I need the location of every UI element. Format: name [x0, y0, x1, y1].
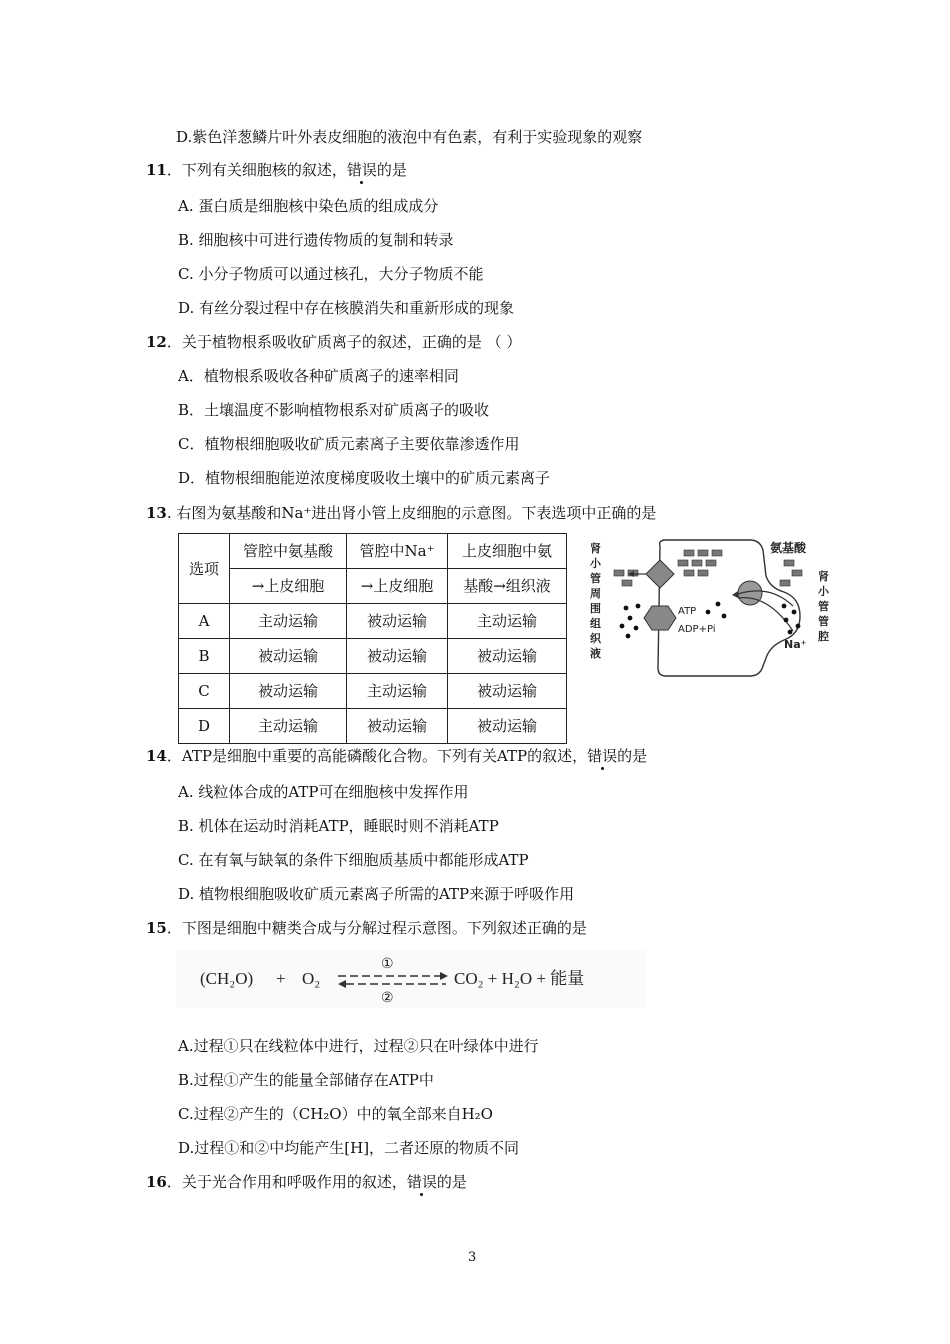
question-16-stem — [146, 1172, 467, 1192]
table-header-cell: →上皮细胞 — [230, 569, 347, 604]
table-row — [179, 709, 567, 744]
carrier-protein-diamond — [646, 560, 674, 588]
kidney-tubule-cell-diagram — [588, 536, 838, 686]
equation-reactant-o2: O₂ — [302, 969, 321, 988]
emphasis-text: 错误 — [346, 161, 377, 179]
table-row — [179, 639, 567, 674]
diagram-right-label-char: 小 — [818, 585, 829, 598]
question-15-option-d: D.过程①和②中均能产生[H]，二者还原的物质不同 — [178, 1139, 520, 1157]
table-cell: 被动运输 — [448, 674, 567, 709]
diagram-left-label-char: 围 — [590, 602, 601, 615]
equation-plus: + — [276, 969, 286, 988]
table-cell: A — [179, 604, 230, 639]
stem-text: . 右图为氨基酸和Na⁺进出肾小管上皮细胞的示意图。下表选项中正确的是 — [166, 504, 657, 522]
diagram-left-label-char: 液 — [590, 647, 601, 660]
question-12-option-c: C．植物根细胞吸收矿质元素离子主要依靠渗透作用 — [178, 435, 520, 453]
question-12-option-a: A．植物根系吸收各种矿质离子的速率相同 — [178, 367, 459, 385]
diagram-right-label-char: 管 — [818, 600, 829, 613]
question-number: 14 — [146, 747, 167, 765]
amino-acid-label: 氨基酸 — [770, 541, 807, 555]
question-12-stem — [146, 332, 521, 352]
diagram-left-label-char: 小 — [590, 557, 601, 570]
emphasis-text: 错误 — [406, 1173, 437, 1191]
question-13-stem — [146, 503, 656, 523]
question-13-table — [178, 533, 567, 744]
diagram-left-label-char: 织 — [590, 632, 601, 645]
question-14-option-a: A. 线粒体合成的ATP可在细胞核中发挥作用 — [178, 783, 469, 801]
table-cell: 被动运输 — [448, 709, 567, 744]
table-header-cell: →上皮细胞 — [347, 569, 448, 604]
question-14-option-b: B. 机体在运动时消耗ATP，睡眠时则不消耗ATP — [178, 817, 499, 835]
sugar-synthesis-decomposition-equation — [176, 950, 646, 1008]
question-11-stem — [146, 160, 407, 180]
question-15-option-b: B.过程①产生的能量全部储存在ATP中 — [178, 1071, 434, 1089]
table-cell: 主动运输 — [230, 604, 347, 639]
equation-step-2: ② — [381, 991, 394, 1006]
question-12-option-b: B．土壤温度不影响植物根系对矿质离子的吸收 — [178, 401, 490, 419]
table-header-row — [179, 534, 567, 569]
table-header-option: 选项 — [179, 534, 230, 604]
question-number: 16 — [146, 1173, 167, 1191]
table-cell: 主动运输 — [448, 604, 567, 639]
table-header-cell: 管腔中Na⁺ — [347, 534, 448, 569]
question-15-option-a: A.过程①只在线粒体中进行，过程②只在叶绿体中进行 — [178, 1037, 539, 1055]
stem-text: ．关于光合作用和呼吸作用的叙述， — [166, 1173, 407, 1191]
question-14-option-d: D. 植物根细胞吸收矿质元素离子所需的ATP来源于呼吸作用 — [178, 885, 575, 903]
atp-label: ATP — [678, 606, 697, 617]
table-cell: 主动运输 — [347, 674, 448, 709]
table-cell: 被动运输 — [448, 639, 567, 674]
adp-label: ADP+Pi — [678, 624, 716, 635]
table-row — [179, 604, 567, 639]
diagram-right-label-char: 管 — [818, 615, 829, 628]
table-header-row — [179, 569, 567, 604]
question-12-option-d: D．植物根细胞能逆浓度梯度吸收土壤中的矿质元素离子 — [178, 469, 551, 487]
question-14-option-c: C. 在有氧与缺氧的条件下细胞质基质中都能形成ATP — [178, 851, 529, 869]
table-header-cell: 基酸→组织液 — [448, 569, 567, 604]
stem-text: ．ATP是细胞中重要的高能磷酸化合物。下列有关ATP的叙述， — [166, 747, 588, 765]
stem-text: ．关于植物根系吸收矿质离子的叙述，正确的是 （ ） — [166, 333, 522, 351]
diagram-left-label-char: 组 — [590, 617, 601, 630]
table-cell: 被动运输 — [347, 709, 448, 744]
stem-text: ．下图是细胞中糖类合成与分解过程示意图。下列叙述正确的是 — [166, 919, 587, 937]
question-11-option-c: C. 小分子物质可以通过核孔，大分子物质不能 — [178, 265, 484, 283]
table-cell: D — [179, 709, 230, 744]
atp-pump-hexagon — [644, 606, 676, 630]
question-15-option-c: C.过程②产生的（CH₂O）中的氧全部来自H₂O — [178, 1105, 493, 1123]
equation-reactant-ch2o: (CH₂O) — [200, 969, 254, 988]
arrow-head — [732, 591, 738, 598]
option-d-prev-question: D.紫色洋葱鳞片叶外表皮细胞的液泡中有色素，有利于实验现象的观察 — [176, 128, 643, 146]
na-label: Na⁺ — [784, 638, 807, 651]
table-cell: C — [179, 674, 230, 709]
table-header-cell: 管腔中氨基酸 — [230, 534, 347, 569]
emphasis-text: 错误 — [587, 747, 618, 765]
table-cell: 主动运输 — [230, 709, 347, 744]
equation-step-1: ① — [381, 957, 394, 972]
question-number: 15 — [146, 919, 167, 937]
diagram-left-label-char: 肾 — [590, 542, 601, 555]
diagram-left-label-char: 管 — [590, 572, 601, 585]
question-14-stem — [146, 746, 647, 766]
diagram-right-label-char: 肾 — [818, 570, 829, 583]
question-number: 13 — [146, 504, 167, 522]
stem-text-end: 的是 — [376, 161, 407, 179]
question-11-option-b: B. 细胞核中可进行遗传物质的复制和转录 — [178, 231, 454, 249]
diagram-right-label-char: 腔 — [818, 630, 829, 643]
table-cell: 被动运输 — [347, 639, 448, 674]
page-number: 3 — [468, 1250, 477, 1265]
question-number: 12 — [146, 333, 167, 351]
diagram-left-label-char: 周 — [590, 587, 601, 600]
question-15-stem — [146, 918, 587, 938]
stem-text-end: 的是 — [436, 1173, 467, 1191]
stem-text-end: 的是 — [617, 747, 648, 765]
table-cell: 被动运输 — [230, 639, 347, 674]
table-header-cell: 上皮细胞中氨 — [448, 534, 567, 569]
table-cell: 被动运输 — [347, 604, 448, 639]
table-cell: B — [179, 639, 230, 674]
question-11-option-d: D. 有丝分裂过程中存在核膜消失和重新形成的现象 — [178, 299, 515, 317]
table-row — [179, 674, 567, 709]
stem-text: ．下列有关细胞核的叙述， — [166, 161, 347, 179]
table-cell: 被动运输 — [230, 674, 347, 709]
equation-products: CO₂ + H₂O + 能量 — [454, 969, 585, 988]
amino-acid-molecules — [614, 550, 802, 586]
question-number: 11 — [146, 161, 167, 179]
question-11-option-a: A. 蛋白质是细胞核中染色质的组成成分 — [178, 197, 439, 215]
